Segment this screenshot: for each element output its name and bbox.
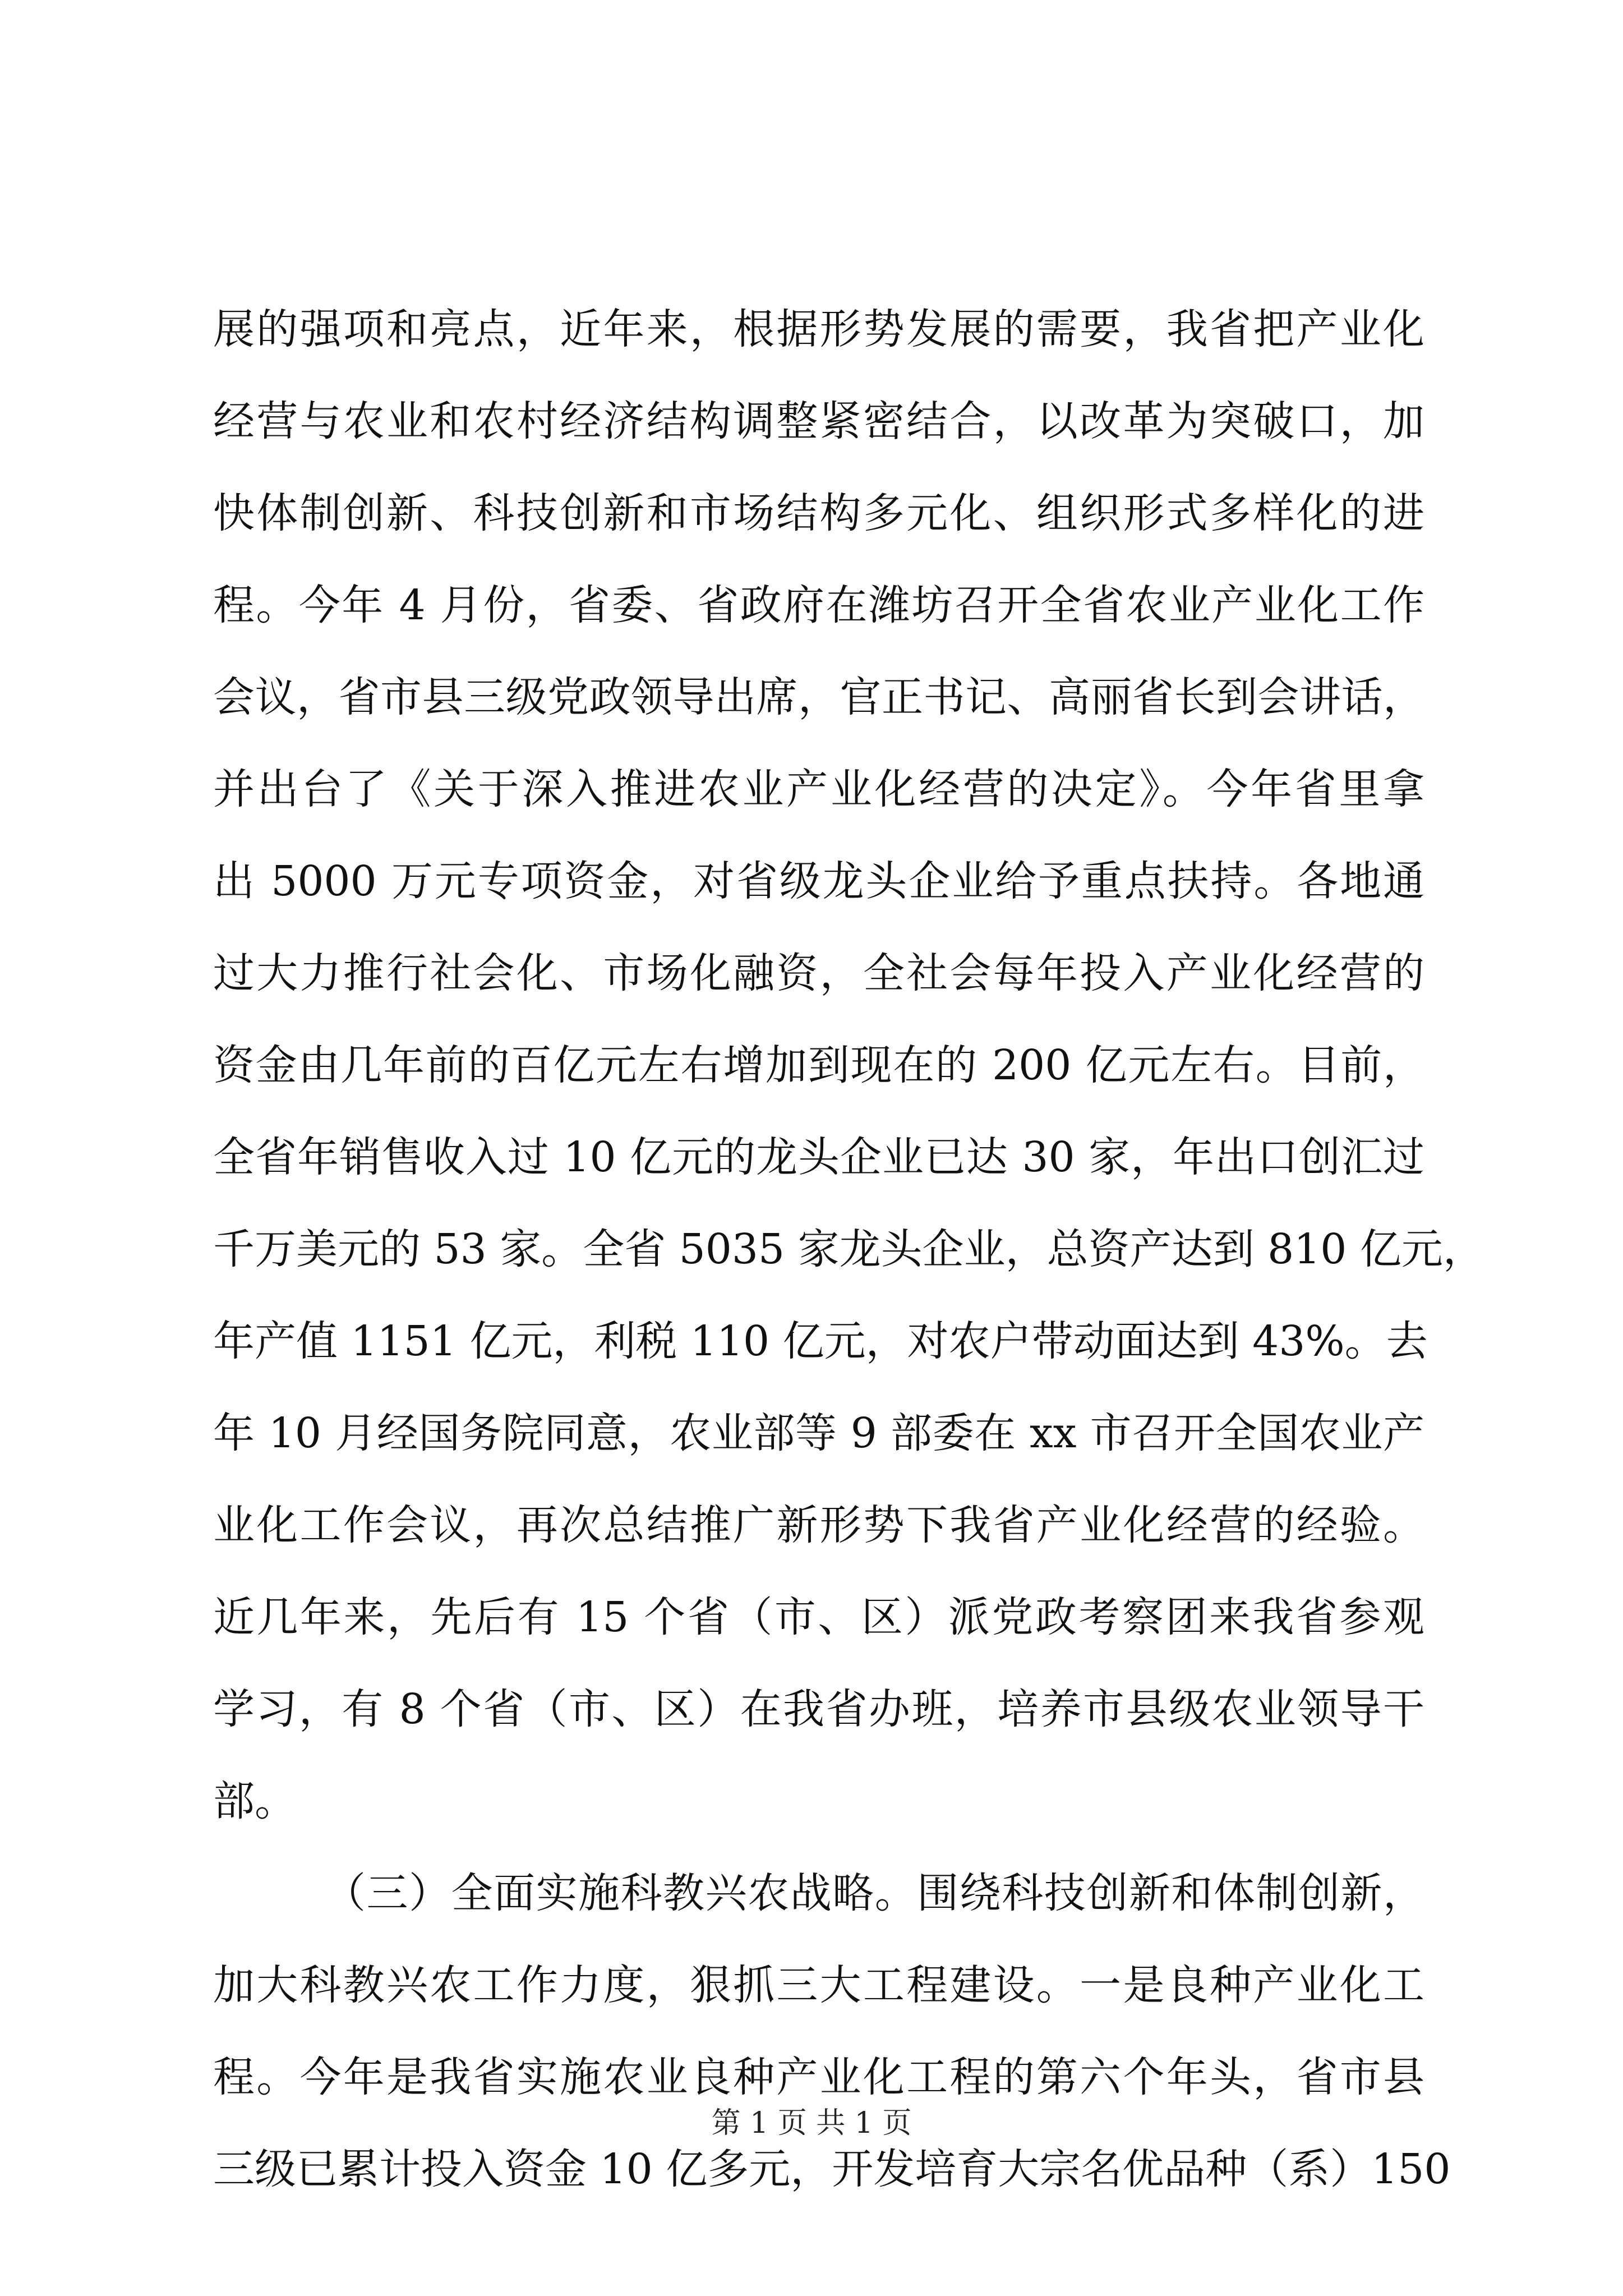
text-line: 经营与农业和农村经济结构调整紧密结合，以改革为突破口，加 [213, 397, 1424, 445]
text-line: 部。 [213, 1777, 296, 1825]
text-line: 出 5000 万元专项资金，对省级龙头企业给予重点扶持。各地通 [213, 857, 1424, 905]
text-line: 业化工作会议，再次总结推广新形势下我省产业化经营的经验。 [213, 1501, 1424, 1549]
text-line: 会议，省市县三级党政领导出席，官正书记、高丽省长到会讲话， [213, 673, 1424, 721]
text-line: 千万美元的 53 家。全省 5035 家龙头企业，总资产达到 810 亿元， [213, 1225, 1484, 1273]
text-line: 学习，有 8 个省（市、区）在我省办班，培养市县级农业领导干 [213, 1685, 1424, 1733]
text-line: 程。今年 4 月份，省委、省政府在潍坊召开全省农业产业化工作 [213, 581, 1424, 629]
page-footer: 第 1 页 共 1 页 [711, 2106, 912, 2140]
text-line: 加大科教兴农工作力度，狠抓三大工程建设。一是良种产业化工 [213, 1961, 1424, 2009]
text-line: 全省年销售收入过 10 亿元的龙头企业已达 30 家，年出口创汇过 [213, 1133, 1424, 1181]
text-line: 年 10 月经国务院同意，农业部等 9 部委在 xx 市召开全国农业产 [213, 1409, 1424, 1457]
text-line-indented: （三）全面实施科教兴农战略。围绕科技创新和体制创新， [324, 1869, 1424, 1917]
text-line: 展的强项和亮点，近年来，根据形势发展的需要，我省把产业化 [213, 305, 1424, 353]
text-line: 过大力推行社会化、市场化融资，全社会每年投入产业化经营的 [213, 949, 1424, 997]
text-line: 资金由几年前的百亿元左右增加到现在的 200 亿元左右。目前， [213, 1041, 1424, 1089]
text-line: 年产值 1151 亿元，利税 110 亿元，对农户带动面达到 43%。去 [213, 1317, 1428, 1365]
text-line: 程。今年是我省实施农业良种产业化工程的第六个年头，省市县 [213, 2053, 1424, 2101]
text-line: 近几年来，先后有 15 个省（市、区）派党政考察团来我省参观 [213, 1593, 1424, 1641]
text-line: 三级已累计投入资金 10 亿多元，开发培育大宗名优品种（系）150 [213, 2145, 1451, 2193]
text-line: 并出台了《关于深入推进农业产业化经营的决定》。今年省里拿 [213, 765, 1424, 813]
text-line: 快体制创新、科技创新和市场结构多元化、组织形式多样化的进 [213, 489, 1424, 537]
document-body [213, 283, 1484, 2215]
